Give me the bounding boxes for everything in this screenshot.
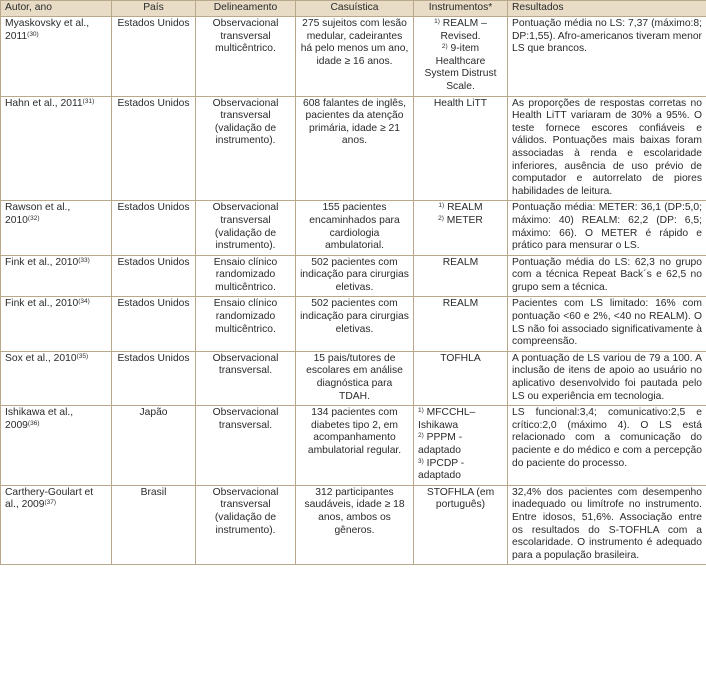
author-text: Hahn et al., 2011 xyxy=(5,97,83,109)
instruments-cell xyxy=(414,297,508,351)
instrument-item xyxy=(418,98,503,111)
instrument-name: 9-item Healthcare System Distrust Scale. xyxy=(424,43,497,92)
design-cell: Observacional transversal (validação de instrumento). xyxy=(196,96,296,201)
sample-cell: 502 pacientes com indicação para cirurgias eletivas. xyxy=(296,255,414,297)
results-cell: Pontuação média: METER: 36,1 (DP:5,0; máximo: 40) REALM: 62,2 (DP: 6,5; máximo: 66). O METER é rápido e prático para mensurar o LS. xyxy=(508,201,706,255)
instrument-number: 2) xyxy=(441,43,448,51)
instruments-cell xyxy=(414,351,508,405)
design-cell: Observacional transversal. xyxy=(196,406,296,486)
table-row xyxy=(1,297,706,351)
reference-number: (32) xyxy=(27,214,40,222)
instrument-item xyxy=(418,298,503,311)
table-row xyxy=(1,96,706,201)
instrument-name: REALM xyxy=(447,202,483,214)
author-text: Fink et al., 2010 xyxy=(5,256,79,268)
instruments-cell xyxy=(414,485,508,565)
design-cell: Ensaio clínico randomizado multicêntrico. xyxy=(196,297,296,351)
instrument-number: 3) xyxy=(418,457,424,465)
sample-cell: 155 pacientes encaminhados para cardiologia ambulatorial. xyxy=(296,201,414,255)
instrument-name: IPCDP - adaptado xyxy=(418,457,465,482)
author-text: Myaskovsky et al., 2011 xyxy=(5,18,90,42)
instrument-item xyxy=(418,43,503,93)
instrument-item xyxy=(418,407,503,432)
design-cell: Ensaio clínico randomizado multicêntrico. xyxy=(196,255,296,297)
author-text: Carthery-Goulart et al., 2009 xyxy=(5,486,94,511)
instrument-name: REALM xyxy=(442,256,479,268)
author-cell xyxy=(1,96,112,201)
header-country: País xyxy=(112,1,196,17)
country-cell: Japão xyxy=(112,406,196,486)
author-cell xyxy=(1,485,112,565)
instrument-name: TOFHLA xyxy=(440,352,481,364)
author-cell xyxy=(1,297,112,351)
country-cell: Brasil xyxy=(112,485,196,565)
instrument-name: PPPM - adaptado xyxy=(418,432,463,456)
instrument-number: 2) xyxy=(418,432,424,440)
results-cell: Pontuação média no LS: 7,37 (máximo:8; DP:1,55). Afro-americanos tiveram menor LS que brancos. xyxy=(508,17,706,97)
table-row xyxy=(1,255,706,297)
instrument-item xyxy=(418,202,503,215)
instrument-number: 1) xyxy=(418,407,424,415)
header-sample: Casuística xyxy=(296,1,414,17)
design-cell: Observacional transversal (validação de instrumento). xyxy=(196,485,296,565)
instrument-number: 2) xyxy=(438,214,444,222)
header-results: Resultados xyxy=(508,1,706,17)
sample-cell: 502 pacientes com indicação para cirurgias eletivas. xyxy=(296,297,414,351)
table-row xyxy=(1,17,706,97)
sample-cell: 608 falantes de inglês, pacientes da atenção primária, idade ≥ 21 anos. xyxy=(296,96,414,201)
instrument-name: REALM xyxy=(442,298,479,310)
header-design: Delineamento xyxy=(196,1,296,17)
design-cell: Observacional transversal. xyxy=(196,351,296,405)
sample-cell: 312 participantes saudáveis, idade ≥ 18 anos, ambos os gêneros. xyxy=(296,485,414,565)
instrument-item xyxy=(418,353,503,366)
instrument-item xyxy=(418,432,503,457)
table-row xyxy=(1,485,706,565)
instrument-item xyxy=(418,487,503,512)
table-row xyxy=(1,201,706,255)
country-cell: Estados Unidos xyxy=(112,351,196,405)
country-cell: Estados Unidos xyxy=(112,297,196,351)
sample-cell: 134 pacientes com diabetes tipo 2, em acompanhamento ambulatorial regular. xyxy=(296,406,414,486)
table-header-row xyxy=(1,1,706,17)
results-cell: Pontuação média do LS: 62,3 no grupo com a técnica Repeat Back´s e 62,5 no grupo sem a técnica. xyxy=(508,255,706,297)
country-cell: Estados Unidos xyxy=(112,17,196,97)
table-body xyxy=(1,17,706,565)
country-cell: Estados Unidos xyxy=(112,201,196,255)
reference-number: (34) xyxy=(78,298,90,306)
reference-number: (30) xyxy=(27,30,39,38)
author-text: Sox et al., 2010 xyxy=(5,352,77,364)
reference-number: (33) xyxy=(78,256,90,264)
author-cell xyxy=(1,351,112,405)
instrument-item xyxy=(418,215,503,228)
author-cell xyxy=(1,406,112,486)
results-cell: 32,4% dos pacientes com desempenho inadequado ou limítrofe no instrumento. Entre idosos, 51,6%. Associação entre os resultados do S-TOFHLA com a escolaridade. O instrumento é adequado para a população brasileira. xyxy=(508,485,706,565)
results-cell: A pontuação de LS variou de 79 a 100. A inclusão de itens de apoio ao usuário no aplicativo desenvolvido foi pautada pelo LS ou experiência em tecnologia. xyxy=(508,351,706,405)
table-row xyxy=(1,406,706,486)
instrument-item xyxy=(418,18,503,43)
reference-number: (31) xyxy=(82,97,95,105)
table-row xyxy=(1,351,706,405)
country-cell: Estados Unidos xyxy=(112,96,196,201)
instrument-name: MFCCHL– Ishikawa xyxy=(418,407,476,431)
instruments-cell xyxy=(414,406,508,486)
instrument-name: STOFHLA (em português) xyxy=(426,486,495,511)
author-cell xyxy=(1,17,112,97)
design-cell: Observacional transversal multicêntrico. xyxy=(196,17,296,97)
instrument-name: METER xyxy=(446,214,483,226)
author-text: Fink et al., 2010 xyxy=(5,298,79,310)
reference-number: (37) xyxy=(44,499,57,507)
instrument-item xyxy=(418,257,503,270)
author-cell xyxy=(1,201,112,255)
results-cell: As proporções de respostas corretas no Health LiTT variaram de 30% a 95%. O teste fornece escores confiáveis e válidos. Pontuações mais baixas foram associadas à renda e escolaridade inferiores, ausência de uso prévio de computador e autorrelato de piores habilidades de leitura. xyxy=(508,96,706,201)
sample-cell: 15 pais/tutores de escolares em análise diagnóstica para TDAH. xyxy=(296,351,414,405)
instrument-item xyxy=(418,458,503,483)
instruments-cell xyxy=(414,255,508,297)
instruments-cell xyxy=(414,201,508,255)
reference-number: (35) xyxy=(76,352,89,360)
results-cell: LS funcional:3,4; comunicativo:2,5 e crítico:2,0 (máximo 4). O LS está relacionado com a comunicação do paciente e do médico e com a percepção do paciente do processo. xyxy=(508,406,706,486)
instrument-name: Health LiTT xyxy=(433,97,488,109)
instrument-number: 1) xyxy=(438,202,445,210)
results-cell: Pacientes com LS limitado: 16% com pontuação <60 e 2%, <40 no REALM). O LS não foi associado significativamente à compreensão. xyxy=(508,297,706,351)
instrument-number: 1) xyxy=(434,18,440,25)
author-text: Rawson et al., 2010 xyxy=(5,202,71,226)
design-cell: Observacional transversal (validação de instrumento). xyxy=(196,201,296,255)
instruments-cell xyxy=(414,17,508,97)
header-instruments: Instrumentos* xyxy=(414,1,508,17)
header-author: Autor, ano xyxy=(1,1,112,17)
author-text: Ishikawa et al., 2009 xyxy=(5,407,74,431)
country-cell: Estados Unidos xyxy=(112,255,196,297)
instrument-name: REALM – Revised. xyxy=(440,18,487,42)
instruments-cell xyxy=(414,96,508,201)
author-cell xyxy=(1,255,112,297)
reference-number: (36) xyxy=(27,419,40,427)
sample-cell: 275 sujeitos com lesão medular, cadeirantes há pelo menos um ano, idade ≥ 16 anos. xyxy=(296,17,414,97)
